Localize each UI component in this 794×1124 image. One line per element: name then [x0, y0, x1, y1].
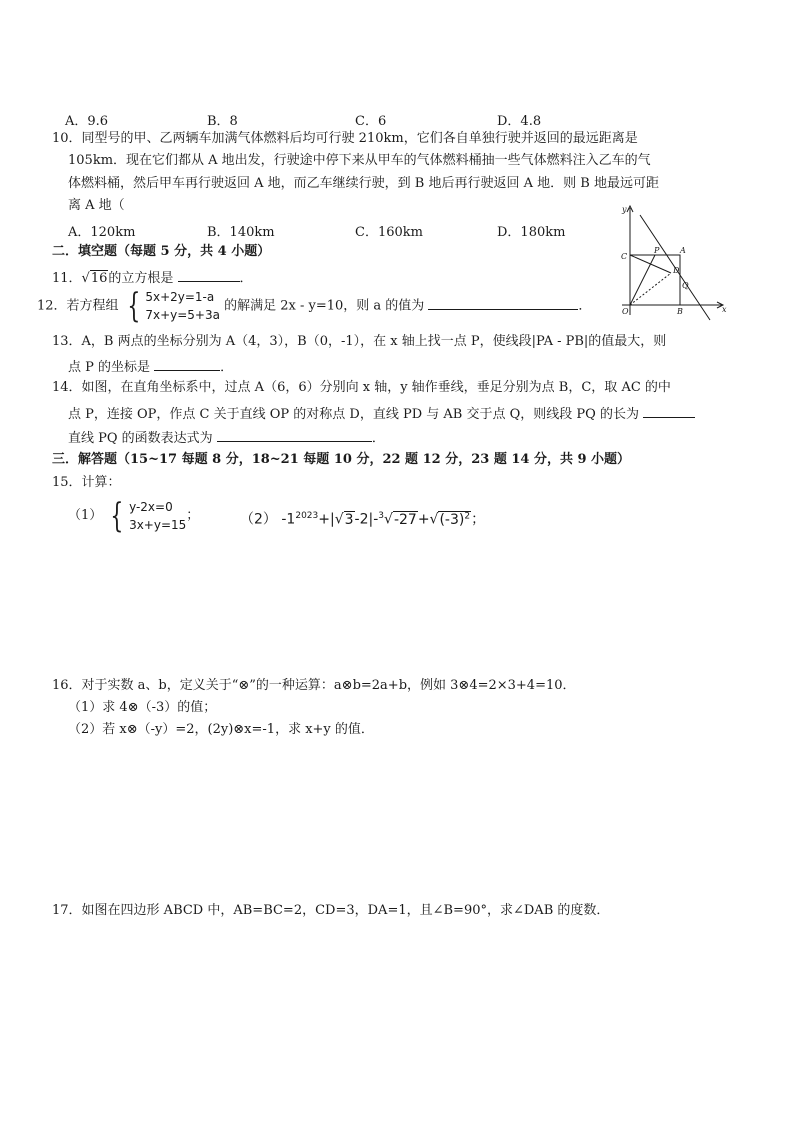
q15-part1: [68, 496, 199, 536]
label-o: O: [622, 307, 629, 316]
q15-part2-label: （2）: [240, 511, 277, 528]
q14-line3-text: 直线 PQ 的函数表达式为: [68, 431, 213, 446]
q16-line2: （1）求 4⊗（-3）的值；: [68, 700, 217, 715]
q15-equation-system: [106, 495, 187, 536]
q15-cube-index: 3: [378, 511, 385, 521]
section2-title: 二．填空题（每题 5 分，共 4 小题）: [52, 244, 271, 259]
q10-line2: 105km．现在它们都从 A 地出发，行驶途中停下来从甲车的气体燃料桶抽一些气体燃料注入乙车的气: [68, 153, 651, 168]
q14-line1: 14．如图，在直角坐标系中，过点 A（6，6）分别向 x 轴，y 轴作垂线，垂足分别为点 B，C，取 AC 的中: [52, 380, 671, 395]
q11-end: ．: [239, 271, 253, 286]
label-b: B: [677, 307, 683, 316]
q13-line1: 13．A，B 两点的坐标分别为 A（4，3），B（0，-1），在 x 轴上找一点 P，使线段|PA - PB|的值最大，则: [52, 334, 667, 349]
q14-function-blank[interactable]: [217, 428, 372, 442]
segment-od: [630, 273, 671, 305]
q15-end: ；: [471, 511, 486, 528]
q15-part2: [240, 508, 485, 528]
q14-line2-text: 点 P，连接 OP，作点 C 关于直线 OP 的对称点 D，直线 PD 与 AB 交于点 Q，则线段 PQ 的长为: [68, 407, 639, 422]
q15-term3: -2|-: [354, 511, 379, 528]
q14-pq-length-blank[interactable]: [643, 404, 695, 418]
q12-eq2: 7x+y=5+3a: [145, 308, 220, 322]
q16-line1: 16．对于实数 a、b，定义关于“⊗”的一种运算：a⊗b=2a+b，例如 3⊗4=2×3+4=10．: [52, 678, 576, 693]
sqrt-symbol: √: [81, 271, 90, 286]
q11-answer-blank[interactable]: [178, 268, 240, 282]
sqrt-symbol: √: [384, 511, 393, 528]
sqrt-symbol: √: [429, 511, 439, 528]
q13-answer-blank[interactable]: [154, 357, 220, 371]
label-d: D: [673, 266, 680, 275]
q9-option-b: B．8: [207, 114, 238, 129]
q10-option-d: D．180km: [497, 225, 566, 240]
q10-line3: 体燃料桶，然后甲车再行驶返回 A 地，而乙车继续行驶，到 B 地后再行驶返回 A 地．则 B 地最远可距: [68, 176, 659, 191]
q15-sqrt3: 3: [344, 511, 354, 528]
q10-option-a: A．120km: [68, 225, 136, 240]
q14-line3: [68, 428, 385, 447]
q9-option-a: A．9.6: [65, 114, 109, 129]
q13-line2-text: 点 P 的坐标是: [68, 360, 151, 375]
q14-line2: [68, 404, 695, 423]
q15-eq1: y-2x=0: [129, 499, 173, 514]
q12-text: 的解满足 2x - y=10，则 a 的值为: [224, 298, 425, 314]
q15-sqrt-square: [438, 511, 471, 528]
q15-exponent: 2023: [295, 511, 319, 521]
q12-number: 12．若方程组: [37, 298, 119, 314]
q15-part1-label: （1）: [68, 508, 103, 523]
q10-line4: 离 A 地（: [68, 198, 125, 213]
q17: 17．如图在四边形 ABCD 中，AB=BC=2，CD=3，DA=1，且∠B=90°，求∠DAB 的度数．: [52, 903, 610, 918]
q12-eq1: 5x+2y=1-a: [145, 290, 215, 304]
q11-text: 的立方根是: [108, 271, 174, 286]
q16-line3: （2）若 x⊗（-y）=2，(2y)⊗x=-1，求 x+y 的值．: [68, 722, 374, 737]
q11: [52, 268, 253, 287]
segment-op: [630, 255, 655, 305]
q15-term1: -1: [281, 511, 296, 528]
q15-term2: +|: [318, 511, 335, 528]
q13-line2: [68, 357, 233, 376]
q14-end: ．: [371, 431, 385, 446]
brace-symbol: {: [110, 495, 124, 536]
brace-symbol: {: [127, 286, 140, 326]
q10-line1: 10．同型号的甲、乙两辆车加满气体燃料后均可行驶 210km，它们各自单独行驶并返回的最远距离是: [52, 131, 638, 146]
label-y: y: [622, 205, 627, 214]
q10-option-b: B．140km: [207, 225, 275, 240]
q14-coordinate-figure: [610, 200, 730, 325]
q15-square-base: (-3): [439, 511, 465, 528]
label-p: P: [654, 246, 660, 255]
q10-option-c: C．160km: [355, 225, 423, 240]
label-q: Q: [682, 281, 689, 290]
label-a: A: [680, 246, 686, 255]
q12-answer-blank[interactable]: [428, 296, 578, 310]
q13-end: ．: [220, 360, 234, 375]
q15-cbrt: -27: [393, 511, 417, 528]
section3-title: 三．解答题（15~17 每题 8 分，18~21 每题 10 分，22 题 12 分，23 题 14 分，共 9 小题）: [52, 452, 631, 467]
q12: [37, 288, 591, 325]
q15-eq2: 3x+y=15: [129, 517, 187, 532]
q15-term4: +: [417, 511, 430, 528]
q15-title: 15．计算：: [52, 475, 121, 490]
q15-separator: ；: [186, 508, 200, 523]
q12-equation-system: [123, 288, 220, 324]
segment-cd: [630, 255, 671, 273]
square-oabc: [630, 255, 680, 305]
q11-radicand: 16: [90, 271, 108, 286]
q9-option-d: D．4.8: [497, 114, 542, 129]
label-x: x: [722, 305, 727, 314]
sqrt-symbol: √: [334, 511, 344, 528]
label-c: C: [621, 252, 628, 261]
q9-option-c: C．6: [355, 114, 387, 129]
q15-square-exp: 2: [464, 511, 471, 521]
q11-number: 11．: [52, 271, 82, 286]
q12-end: ．: [578, 298, 592, 314]
